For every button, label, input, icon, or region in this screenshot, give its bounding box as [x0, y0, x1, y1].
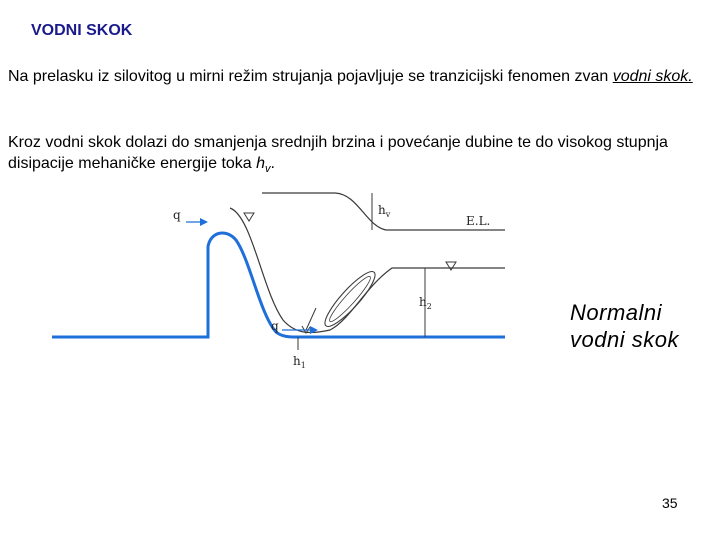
label-h2	[419, 295, 432, 311]
caption-line-2: vodni skok	[570, 327, 679, 352]
diagram-caption	[570, 299, 679, 353]
page-number: 35	[662, 495, 678, 511]
label-hv-main: h	[378, 203, 386, 217]
label-h2-sub: 2	[426, 302, 432, 311]
caption-line-1: Normalni	[570, 300, 663, 325]
intro-text: Na prelasku iz silovitog u mirni režim strujanja pojavljuje se tranzicijski fenomen zvan	[8, 68, 613, 85]
label-h1-main: h	[293, 354, 301, 368]
roller-eddy	[319, 266, 381, 332]
label-hv	[378, 203, 391, 219]
slide-title: VODNI SKOK	[31, 22, 133, 39]
energy-loss-symbol: h	[256, 155, 266, 172]
label-h1	[293, 354, 306, 370]
water-surface	[230, 208, 505, 333]
roller-eddy-inner	[326, 273, 374, 324]
description-text: Kroz vodni skok dolazi do smanjenja srednjih brzina i povećanje dubine te do visokog stupnja disipacije mehaničke energije toka	[8, 134, 668, 172]
level-marker-downstream	[446, 262, 456, 270]
label-h1-sub: 1	[300, 361, 306, 370]
label-h2-main: h	[419, 295, 427, 309]
description-end: .	[270, 155, 275, 172]
flow-arrow-upstream-head	[200, 218, 208, 226]
label-energy-line: E.L.	[466, 214, 491, 228]
label-hv-sub: v	[385, 210, 391, 219]
level-marker-upstream	[244, 213, 254, 221]
term-hydraulic-jump: vodni skok.	[612, 68, 693, 85]
label-q-downstream: q	[271, 319, 279, 333]
energy-loss-subscript: v	[265, 163, 271, 176]
label-q-upstream: q	[173, 208, 181, 222]
